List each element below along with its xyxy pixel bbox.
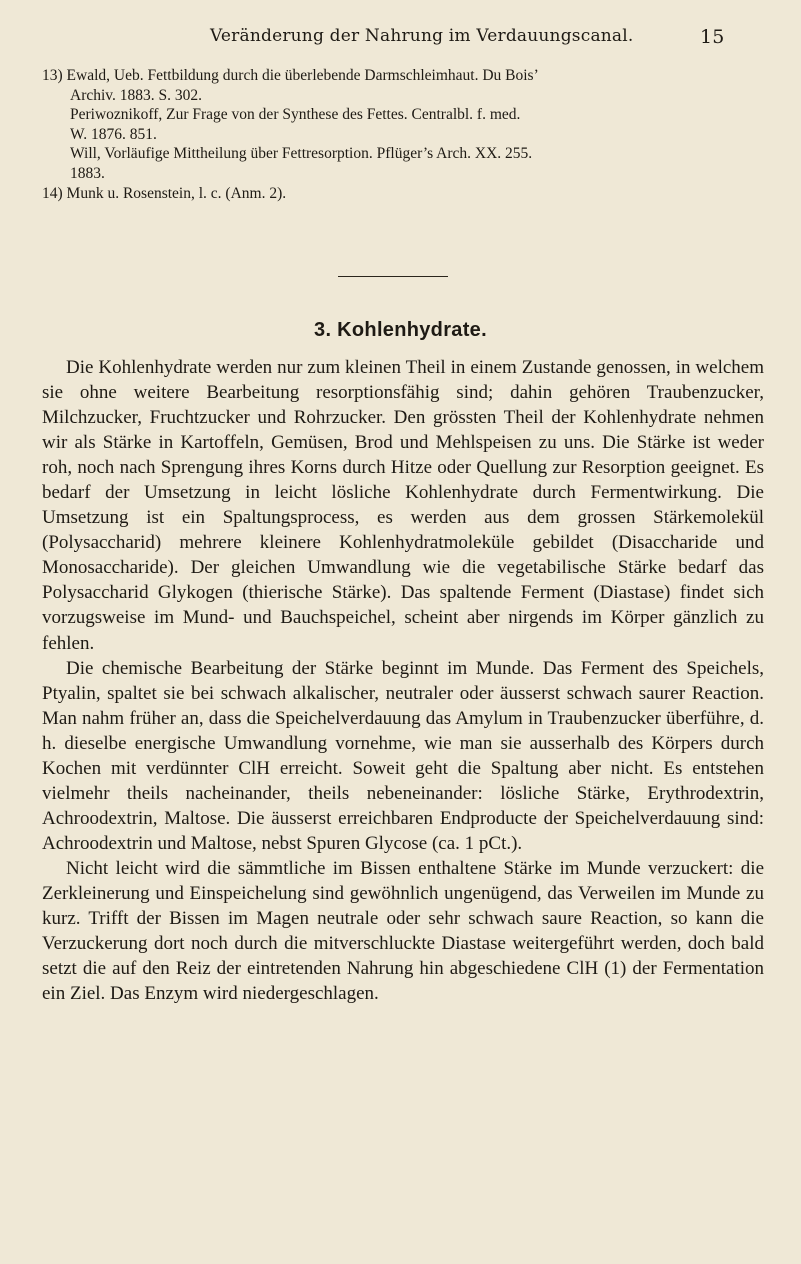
section-divider xyxy=(338,276,448,277)
reference-entry xyxy=(42,184,762,204)
section-heading xyxy=(0,319,801,342)
reference-line: 1883. xyxy=(70,164,105,182)
paragraph: Die Kohlenhydrate werden nur zum kleinen Theil in einem Zustande genossen, in welchem sie ohne weitere Bearbeitung resorptionsfähig sind; dahin gehören Traubenzucker, Milchzucker, Fruchtzucker und Rohrzucker. Den grössten Theil der Kohlenhydrate nehmen wir als Stärke in Kartoffeln, Gemüsen, Brod und Mehlspeisen zu uns. Die Stärke ist weder roh, noch nach Sprengung ihres Korns durch Hitze oder Quellung zur Resorption geeignet. Es bedarf der Umsetzung in leicht lösliche Kohlenhydrate durch Fermentwirkung. Die Umsetzung ist ein Spaltungsprocess, es werden aus dem grossen Stärkemolekül (Polysaccharid) mehrere kleinere Kohlenhydratmoleküle gebildet (Disaccharide und Monosaccharide). Der gleichen Umwandlung wie die vegetabilische Stärke bedarf das Polysaccharid Glykogen (thierische Stärke). Das spaltende Ferment (Diastase) findet sich vorzugsweise im Mund- und Bauchspeichel, scheint aber nirgends im Körper gänzlich zu fehlen. xyxy=(42,357,764,654)
reference-entry xyxy=(42,144,762,183)
reference-line: W. 1876. 851. xyxy=(70,125,157,143)
paragraph: Die chemische Bearbeitung der Stärke beginnt im Munde. Das Ferment des Speichels, Ptyalin, spaltet sie bei schwach alkalischer, neutraler oder äusserst schwach saurer Reaction. Man nahm früher an, dass die Speichelverdauung das Amylum in Traubenzucker überführe, d. h. dieselbe energische Umwandlung vornehme, wie man sie ausserhalb des Körpers durch Kochen mit verdünnter ClH erreicht. Soweit geht die Spaltung aber nicht. Es entstehen vielmehr theils nacheinander, theils nebeneinander: lösliche Stärke, Erythrodextrin, Achroodextrin, Maltose. Die äusserst erreichbaren Endproducte der Speichelverdauung sind: Achroodextrin und Maltose, nebst Spuren Glycose (ca. 1 pCt.). xyxy=(42,657,764,854)
running-title: Veränderung der Nahrung im Verdauungscanal. xyxy=(210,26,634,46)
reference-entry xyxy=(42,105,762,144)
section-title: Kohlenhydrate. xyxy=(337,319,487,341)
reference-line: 14) Munk u. Rosenstein, l. c. (Anm. 2). xyxy=(42,184,287,202)
reference-entry xyxy=(42,66,762,105)
page-number: 15 xyxy=(700,26,725,48)
paragraph: Nicht leicht wird die sämmtliche im Bissen enthaltene Stärke im Munde verzuckert: die Zerkleinerung und Einspeichelung sind gewöhnlich ungenügend, das Verweilen im Munde zu kurz. Trifft der Bissen im Magen neutrale oder sehr schwach saure Reaction, so kann die Verzuckerung dort noch durch die mitverschluckte Diastase weitergeführt werden, doch bald setzt die auf den Reiz der eintretenden Nahrung hin abgeschiedene ClH (1) der Fermentation ein Ziel. Das Enzym wird niedergeschlagen. xyxy=(42,857,764,1005)
reference-line: 13) Ewald, Ueb. Fettbildung durch die überlebende Darmschleimhaut. Du Bois’ xyxy=(42,67,539,84)
reference-line: Will, Vorläufige Mittheilung über Fettresorption. Pflüger’s Arch. XX. 255. xyxy=(70,145,533,163)
body-text xyxy=(42,355,764,1006)
reference-line: Periwoznikoff, Zur Frage von der Synthese des Fettes. Centralbl. f. med. xyxy=(70,106,521,124)
reference-list xyxy=(42,66,762,203)
section-number: 3. xyxy=(314,319,332,341)
reference-line: Archiv. 1883. S. 302. xyxy=(70,86,203,104)
